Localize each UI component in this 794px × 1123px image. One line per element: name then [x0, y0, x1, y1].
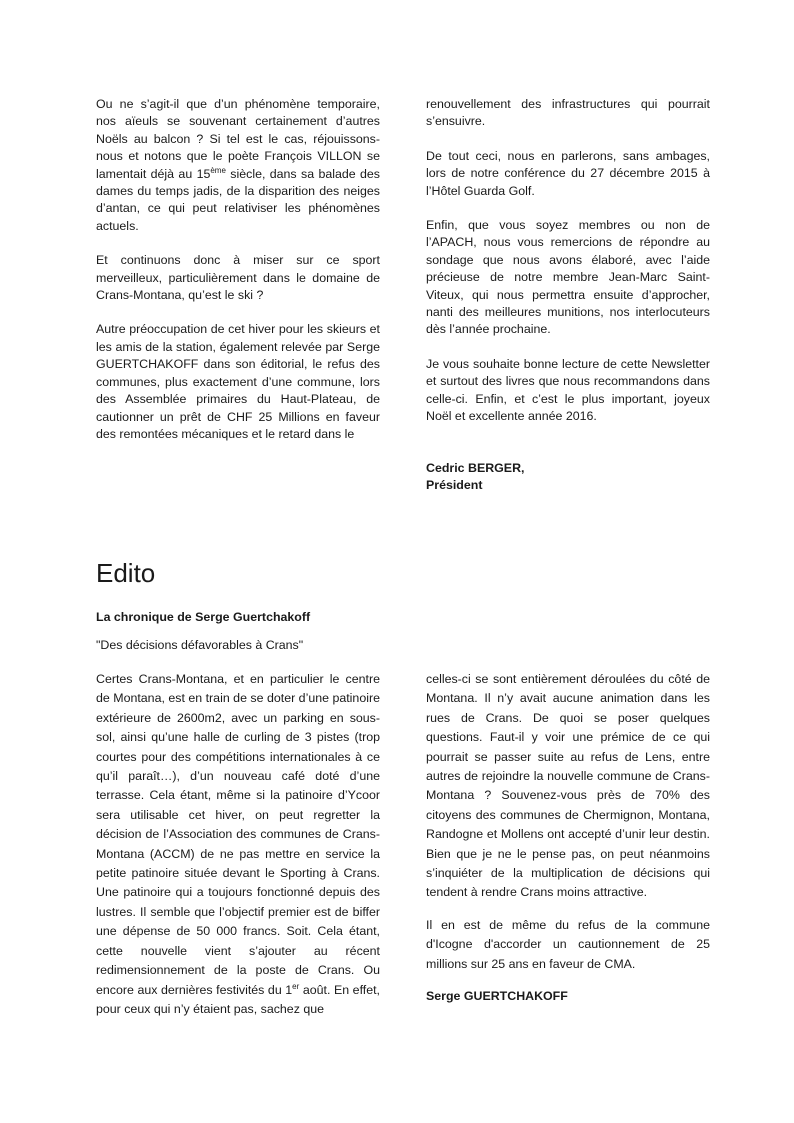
edito-left-column [96, 670, 380, 1019]
edito-author: Serge GUERTCHAKOFF [426, 989, 568, 1004]
letter-paragraph-1: Ou ne s’agit-il que d’un phénomène temporaire, nos aïeuls se souvenant certainement d’autres Noëls au balcon ? Si tel est le cas, réjouissons-nous et notons que le poète François VILLON se lamentait déjà au 15ème siècle, dans sa balade des dames du temps jadis, de la disparition des neiges d’antan, ce qui peut relativiser les phénomènes actuels. [96, 97, 380, 233]
chronicle-title: La chronique de Serge Guertchakoff [96, 610, 311, 624]
letter-right-column [426, 96, 710, 494]
edito-paragraph-3: Il en est de même du refus de la commune d'Icogne d'accorder un cautionnement de 25 millions sur 25 ans en faveur de CMA. [426, 917, 710, 971]
edito-paragraph-1: Certes Crans-Montana, et en particulier le centre de Montana, est en train de se doter d’une patinoire extérieure de 2600m2, avec un parking en sous-sol, ainsi qu’une halle de curling de 3 pistes (trop courtes pour des compétitions internationales à ce qu’il paraît…), d’un nouveau café doté d’une terrasse. Cela étant, même si la patinoire d’Ycoor sera utilisable cet hiver, on peut regretter la décision de l’Association des communes de Crans-Montana (ACCM) de ne pas mettre en service la petite patinoire située devant le Sporting à Crans. Une patinoire qui a toujours fonctionné depuis des lustres. Il semble que l’objectif premier est de biffer une dépense de 50 000 francs. Soit. Cela étant, cette nouvelle vient s’ajouter au récent redimensionnement de la poste de Crans. Ou encore aux dernières festivités du 1er août. En effet, pour ceux qui n’y étaient pas, sachez que [96, 672, 381, 1016]
section-heading: Edito [96, 558, 156, 588]
letter-paragraph-6: Enfin, que vous soyez membres ou non de l’APACH, nous vous remercions de répondre au sondage que nous avons élaboré, avec l’aide précieuse de notre membre Jean-Marc Saint-Viteux, qui nous permettra ensuite d’approcher, nanti des meilleures munitions, nos interlocuteurs dès l’année prochaine. [426, 218, 710, 337]
letter-paragraph-2: Et continuons donc à miser sur ce sport merveilleux, particulièrement dans le domaine de Crans-Montana, qu’est le ski ? [96, 253, 380, 303]
edito-paragraph-2: celles-ci se sont entièrement déroulées du côté de Montana. Il n’y avait aucune animation dans les rues de Crans. De quoi se poser quelques questions. Faut-il y voir une prémice de ce qui pourrait se passer suite au refus de Lens, entre autres de rejoindre la nouvelle commune de Crans-Montana ? Souvenez-vous près de 70% des citoyens des communes de Chermignon, Montana, Randogne et Mollens ont accepté d’unir leur destin. Bien que je ne le pense pas, on peut néanmoins s’inquiéter de la multiplication de décisions qui tendent à rendre Crans moins attractive. [426, 672, 710, 900]
signature-role: Président [426, 477, 483, 492]
letter-paragraph-7: Je vous souhaite bonne lecture de cette Newsletter et surtout des livres que nous recommandons dans celle-ci. Enfin, et c’est le plus important, joyeux Noël et excellente année 2016. [426, 356, 710, 424]
edito-right-column [426, 670, 710, 1007]
chronicle-quote: "Des décisions défavorables à Crans" [96, 638, 304, 652]
letter-paragraph-4: renouvellement des infrastructures qui pourrait s’ensuivre. [426, 97, 710, 129]
signature-name: Cedric BERGER, [426, 460, 525, 475]
letter-left-column [96, 96, 380, 443]
superscript: ème [210, 165, 226, 175]
superscript: er [292, 981, 300, 991]
letter-paragraph-5: De tout ceci, nous en parlerons, sans ambages, lors de notre conférence du 27 décembre 2015 à l’Hôtel Guarda Golf. [426, 148, 710, 198]
letter-paragraph-3: Autre préoccupation de cet hiver pour les skieurs et les amis de la station, également relevée par Serge GUERTCHAKOFF dans son éditorial, le refus des communes, plus exactement d’une commune, lors des Assemblée primaires du Haut-Plateau, de cautionner un prêt de CHF 25 Millions en faveur des remontées mécaniques et le retard dans le [96, 322, 380, 441]
